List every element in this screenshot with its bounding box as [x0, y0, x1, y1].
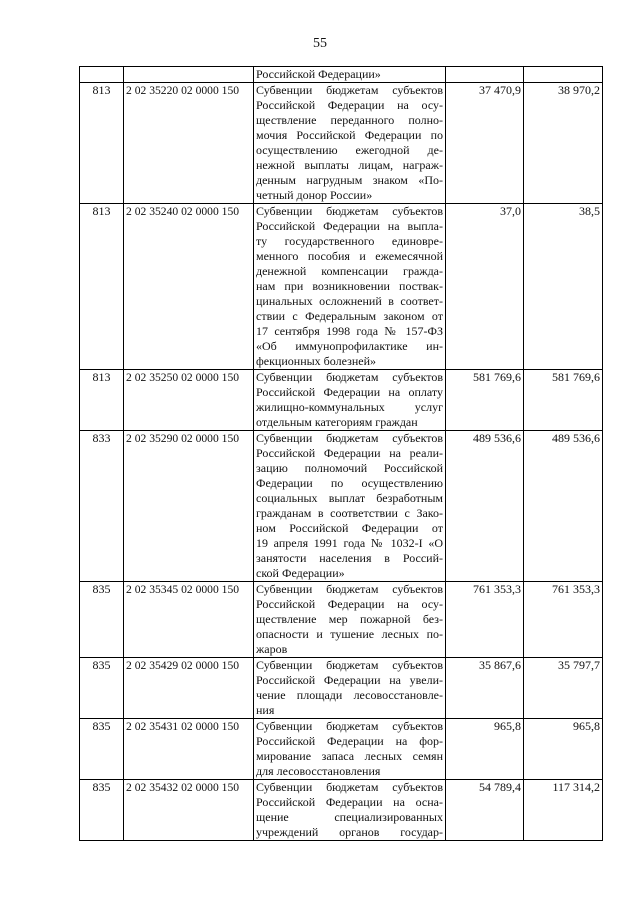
revenue-name-line: Субвенции бюджетам субъектов	[256, 431, 443, 445]
classification-code-cell: 2 02 35240 02 0000 150	[124, 204, 254, 370]
admin-code-cell: 813	[80, 83, 124, 204]
revenue-name-line: цинальных осложнений в соответ-	[256, 294, 443, 308]
admin-code-cell: 813	[80, 370, 124, 431]
table-row	[80, 780, 603, 841]
revenue-name-cell	[254, 658, 446, 719]
revenue-name-line: Субвенции бюджетам субъектов	[256, 658, 443, 672]
amount-year2-cell: 35 797,7	[524, 658, 603, 719]
admin-code-cell: 833	[80, 431, 124, 582]
amount-year1-cell	[446, 67, 524, 83]
amount-year2-cell: 489 536,6	[524, 431, 603, 582]
amount-year1-cell: 54 789,4	[446, 780, 524, 841]
revenue-name-line: Российской Федерации на выпла-	[256, 219, 443, 233]
revenue-name-line: Российской Федерации на оплату	[256, 385, 443, 399]
revenue-name-line: ствии с Федеральным законом от	[256, 309, 443, 323]
revenue-name-line: мирование запаса лесных семян	[256, 749, 443, 763]
revenue-name-line: осуществлению ежегодной де-	[256, 143, 443, 157]
admin-code-cell: 813	[80, 204, 124, 370]
revenue-name-line: «Об иммунопрофилактике ин-	[256, 339, 443, 353]
revenue-name-line: жилищно-коммунальных услуг	[256, 400, 443, 414]
revenue-name-line: денежной компенсации гражда-	[256, 264, 443, 278]
amount-year2-cell: 117 314,2	[524, 780, 603, 841]
revenue-name-line: учреждений органов государ-	[256, 825, 443, 839]
table-row	[80, 370, 603, 431]
revenue-name-line: для лесовосстановления	[256, 764, 381, 778]
revenue-name-line: ской Федерации»	[256, 566, 345, 580]
revenue-name-cell	[254, 83, 446, 204]
admin-code-cell: 835	[80, 780, 124, 841]
table-row	[80, 658, 603, 719]
revenue-name-line: Субвенции бюджетам субъектов	[256, 582, 443, 596]
revenue-name-cell	[254, 431, 446, 582]
amount-year1-cell: 489 536,6	[446, 431, 524, 582]
amount-year2-cell: 581 769,6	[524, 370, 603, 431]
revenue-name-line: 17 сентября 1998 года № 157-ФЗ	[256, 324, 443, 338]
revenue-name-line: зацию полномочий Российской	[256, 461, 443, 475]
revenue-name-cell	[254, 67, 446, 83]
classification-code-cell: 2 02 35250 02 0000 150	[124, 370, 254, 431]
revenue-name-line: Российской Федерации на реали-	[256, 446, 443, 460]
revenue-name-line: Субвенции бюджетам субъектов	[256, 370, 443, 384]
revenue-name-line: ния	[256, 703, 275, 717]
classification-code-cell: 2 02 35431 02 0000 150	[124, 719, 254, 780]
revenue-name-cell	[254, 204, 446, 370]
revenue-name-line: фекционных болезней»	[256, 354, 376, 368]
amount-year1-cell: 35 867,6	[446, 658, 524, 719]
revenue-name-line: Субвенции бюджетам субъектов	[256, 780, 443, 794]
admin-code-cell: 835	[80, 719, 124, 780]
revenue-name-line: денным нагрудным знаком «По-	[256, 173, 443, 187]
revenue-name-line: 19 апреля 1991 года № 1032-I «О	[256, 536, 443, 550]
table-row	[80, 719, 603, 780]
table-row	[80, 431, 603, 582]
amount-year2-cell	[524, 67, 603, 83]
revenue-name-line: Федерации по осуществлению	[256, 476, 443, 490]
revenue-name-line: Российской Федерации на фор-	[256, 734, 443, 748]
table-row	[80, 67, 603, 83]
revenue-name-line: ном Российской Федерации от	[256, 521, 443, 535]
admin-code-cell: 835	[80, 582, 124, 658]
admin-code-cell: 835	[80, 658, 124, 719]
amount-year1-cell: 965,8	[446, 719, 524, 780]
revenue-name-line: занятости населения в Россий-	[256, 551, 443, 565]
revenue-name-line: жаров	[256, 642, 288, 656]
revenue-name-line: опасности и тушение лесных по-	[256, 627, 443, 641]
revenue-name-line: чение площади лесовосстановле-	[256, 688, 443, 702]
page-number: 55	[313, 36, 327, 51]
revenue-name-line: Российской Федерации на осу-	[256, 98, 443, 112]
revenue-name-line: щение специализированных	[256, 810, 443, 824]
amount-year1-cell: 761 353,3	[446, 582, 524, 658]
table-row	[80, 83, 603, 204]
revenue-name-cell	[254, 370, 446, 431]
budget-revenue-table	[79, 66, 603, 841]
admin-code-cell	[80, 67, 124, 83]
revenue-name-line: Российской Федерации на осна-	[256, 795, 443, 809]
classification-code-cell: 2 02 35432 02 0000 150	[124, 780, 254, 841]
table-row	[80, 204, 603, 370]
classification-code-cell: 2 02 35429 02 0000 150	[124, 658, 254, 719]
revenue-name-cell	[254, 780, 446, 841]
revenue-name-line: гражданам в соответствии с Зако-	[256, 506, 443, 520]
revenue-name-line: менного пособия и ежемесячной	[256, 249, 443, 263]
amount-year2-cell: 965,8	[524, 719, 603, 780]
revenue-name-line: Российской Федерации»	[256, 67, 381, 81]
classification-code-cell: 2 02 35345 02 0000 150	[124, 582, 254, 658]
revenue-name-line: социальных выплат безработным	[256, 491, 443, 505]
amount-year2-cell: 761 353,3	[524, 582, 603, 658]
revenue-name-line: отдельным категориям граждан	[256, 415, 418, 429]
revenue-name-cell	[254, 582, 446, 658]
table-row	[80, 582, 603, 658]
revenue-name-line: четный донор России»	[256, 188, 373, 202]
revenue-name-line: ществление переданного полно-	[256, 113, 443, 127]
revenue-name-line: Российской Федерации на осу-	[256, 597, 443, 611]
amount-year1-cell: 581 769,6	[446, 370, 524, 431]
revenue-name-line: ту государственного единовре-	[256, 234, 443, 248]
revenue-name-line: нам при возникновении поствак-	[256, 279, 443, 293]
amount-year1-cell: 37,0	[446, 204, 524, 370]
classification-code-cell	[124, 67, 254, 83]
amount-year2-cell: 38 970,2	[524, 83, 603, 204]
classification-code-cell: 2 02 35290 02 0000 150	[124, 431, 254, 582]
revenue-name-line: мочия Российской Федерации по	[256, 128, 443, 142]
revenue-name-line: нежной выплаты лицам, награж-	[256, 158, 443, 172]
revenue-name-line: ществление мер пожарной без-	[256, 612, 443, 626]
revenue-name-line: Субвенции бюджетам субъектов	[256, 204, 443, 218]
amount-year2-cell: 38,5	[524, 204, 603, 370]
revenue-name-line: Субвенции бюджетам субъектов	[256, 719, 443, 733]
classification-code-cell: 2 02 35220 02 0000 150	[124, 83, 254, 204]
revenue-name-line: Российской Федерации на увели-	[256, 673, 443, 687]
revenue-name-cell	[254, 719, 446, 780]
amount-year1-cell: 37 470,9	[446, 83, 524, 204]
revenue-name-line: Субвенции бюджетам субъектов	[256, 83, 443, 97]
